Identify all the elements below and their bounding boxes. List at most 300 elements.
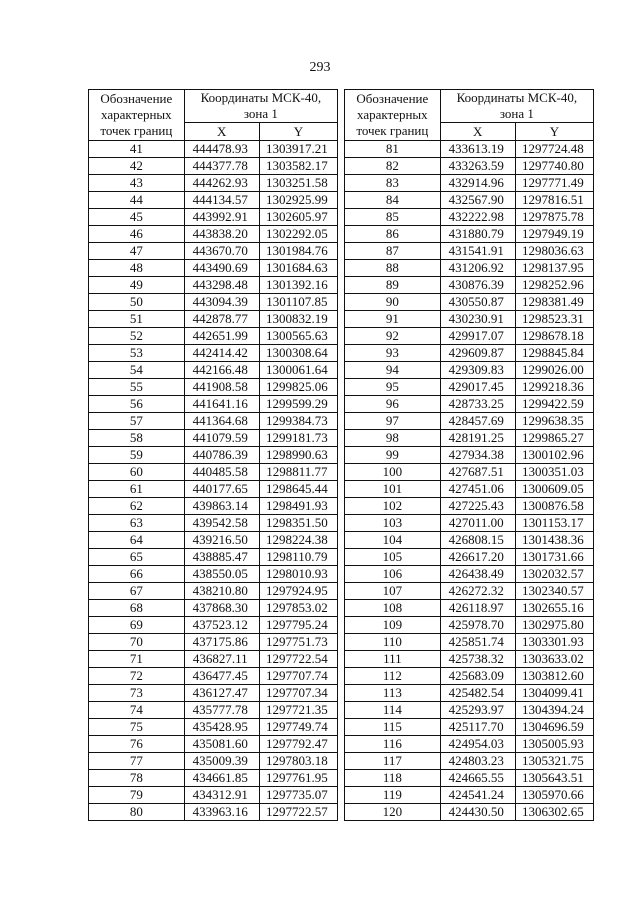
y-coordinate-cell: 1303917.21 [259,141,337,158]
table-row [345,226,594,243]
y-coordinate-cell: 1297722.54 [259,651,337,668]
table-row [89,192,338,209]
point-number-cell: 89 [345,277,441,294]
table-row [89,651,338,668]
y-coordinate-cell: 1301153.17 [515,515,593,532]
y-coordinate-cell: 1300565.63 [259,328,337,345]
point-number-cell: 75 [89,719,185,736]
x-coordinate-cell: 436827.11 [184,651,259,668]
point-number-cell: 93 [345,345,441,362]
x-coordinate-cell: 427934.38 [440,447,515,464]
table-row [89,566,338,583]
point-number-cell: 88 [345,260,441,277]
table-row [345,141,594,158]
table-row [89,260,338,277]
point-number-cell: 87 [345,243,441,260]
y-coordinate-cell: 1297735.07 [259,787,337,804]
y-coordinate-cell: 1302032.57 [515,566,593,583]
y-coordinate-cell: 1297707.74 [259,668,337,685]
y-coordinate-cell: 1299825.06 [259,379,337,396]
x-coordinate-cell: 435081.60 [184,736,259,753]
y-coordinate-cell: 1302340.57 [515,583,593,600]
coordinates-header-zone: зона 1 [243,106,278,121]
y-coordinate-cell: 1304394.24 [515,702,593,719]
designation-header [89,90,185,141]
x-coordinate-cell: 433963.16 [184,804,259,821]
table-row [89,600,338,617]
table-row [89,532,338,549]
x-coordinate-cell: 442166.48 [184,362,259,379]
point-number-cell: 95 [345,379,441,396]
point-number-cell: 103 [345,515,441,532]
table-row [345,396,594,413]
x-coordinate-cell: 443838.20 [184,226,259,243]
point-number-cell: 51 [89,311,185,328]
point-number-cell: 110 [345,634,441,651]
x-coordinate-cell: 443992.91 [184,209,259,226]
point-number-cell: 79 [89,787,185,804]
y-coordinate-cell: 1305970.66 [515,787,593,804]
y-coordinate-cell: 1301438.36 [515,532,593,549]
y-coordinate-cell: 1304696.59 [515,719,593,736]
y-coordinate-cell: 1298252.96 [515,277,593,294]
x-coordinate-cell: 426272.32 [440,583,515,600]
designation-header-line: характерных [357,107,428,122]
y-coordinate-cell: 1297721.35 [259,702,337,719]
point-number-cell: 41 [89,141,185,158]
point-number-cell: 81 [345,141,441,158]
x-coordinate-cell: 436127.47 [184,685,259,702]
table-row [89,702,338,719]
point-number-cell: 118 [345,770,441,787]
point-number-cell: 45 [89,209,185,226]
x-coordinate-cell: 438550.05 [184,566,259,583]
x-coordinate-cell: 441364.68 [184,413,259,430]
x-coordinate-cell: 427451.06 [440,481,515,498]
point-number-cell: 99 [345,447,441,464]
table-row [89,498,338,515]
point-number-cell: 94 [345,362,441,379]
x-coordinate-cell: 426438.49 [440,566,515,583]
point-number-cell: 46 [89,226,185,243]
x-coordinate-cell: 444262.93 [184,175,259,192]
y-coordinate-cell: 1300308.64 [259,345,337,362]
point-number-cell: 49 [89,277,185,294]
y-coordinate-cell: 1303301.93 [515,634,593,651]
x-coordinate-cell: 432567.90 [440,192,515,209]
point-number-cell: 113 [345,685,441,702]
y-coordinate-cell: 1297749.74 [259,719,337,736]
table-row [89,515,338,532]
y-coordinate-cell: 1298523.31 [515,311,593,328]
y-coordinate-cell: 1298381.49 [515,294,593,311]
table-row [89,277,338,294]
y-coordinate-cell: 1298224.38 [259,532,337,549]
table-row [345,702,594,719]
table-row [89,175,338,192]
point-number-cell: 70 [89,634,185,651]
point-number-cell: 77 [89,753,185,770]
y-coordinate-cell: 1300061.64 [259,362,337,379]
table-row [345,532,594,549]
point-number-cell: 64 [89,532,185,549]
x-coordinate-cell: 440177.65 [184,481,259,498]
table-row [345,362,594,379]
point-number-cell: 115 [345,719,441,736]
x-coordinate-cell: 435009.39 [184,753,259,770]
x-coordinate-cell: 431541.91 [440,243,515,260]
y-coordinate-cell: 1302925.99 [259,192,337,209]
point-number-cell: 98 [345,430,441,447]
y-coordinate-cell: 1298036.63 [515,243,593,260]
point-number-cell: 116 [345,736,441,753]
y-coordinate-cell: 1297803.18 [259,753,337,770]
point-number-cell: 91 [345,311,441,328]
y-coordinate-cell: 1298110.79 [259,549,337,566]
table-row [345,583,594,600]
x-coordinate-cell: 438885.47 [184,549,259,566]
x-coordinate-cell: 441079.59 [184,430,259,447]
table-row [345,753,594,770]
y-coordinate-cell: 1298137.95 [515,260,593,277]
x-coordinate-cell: 440485.58 [184,464,259,481]
y-column-header: Y [515,123,593,141]
x-coordinate-cell: 429609.87 [440,345,515,362]
x-coordinate-cell: 430876.39 [440,277,515,294]
point-number-cell: 101 [345,481,441,498]
x-coordinate-cell: 429309.83 [440,362,515,379]
table-row [345,736,594,753]
x-coordinate-cell: 441908.58 [184,379,259,396]
page-number: 293 [309,60,331,75]
y-coordinate-cell: 1305643.51 [515,770,593,787]
point-number-cell: 78 [89,770,185,787]
y-coordinate-cell: 1297853.02 [259,600,337,617]
y-coordinate-cell: 1297795.24 [259,617,337,634]
table-row [345,481,594,498]
y-coordinate-cell: 1300832.19 [259,311,337,328]
point-number-cell: 44 [89,192,185,209]
x-coordinate-cell: 430230.91 [440,311,515,328]
point-number-cell: 90 [345,294,441,311]
table-row [345,651,594,668]
table-row [89,753,338,770]
x-coordinate-cell: 439863.14 [184,498,259,515]
coordinates-header [184,90,337,123]
x-coordinate-cell: 425978.70 [440,617,515,634]
y-coordinate-cell: 1306302.65 [515,804,593,821]
x-coordinate-cell: 443670.70 [184,243,259,260]
table-row [345,804,594,821]
table-row [89,770,338,787]
table-row [89,328,338,345]
y-coordinate-cell: 1303633.02 [515,651,593,668]
point-number-cell: 112 [345,668,441,685]
designation-header-line: характерных [101,107,172,122]
point-number-cell: 61 [89,481,185,498]
x-coordinate-cell: 425851.74 [440,634,515,651]
point-number-cell: 72 [89,668,185,685]
point-number-cell: 104 [345,532,441,549]
x-coordinate-cell: 429917.07 [440,328,515,345]
point-number-cell: 114 [345,702,441,719]
y-coordinate-cell: 1297771.49 [515,175,593,192]
table-row [89,668,338,685]
table-row [89,617,338,634]
coordinates-header-line: Координаты МСК-40, [456,90,578,105]
coordinates-header-zone: зона 1 [499,106,534,121]
point-number-cell: 47 [89,243,185,260]
y-coordinate-cell: 1301731.66 [515,549,593,566]
table-row [345,464,594,481]
x-coordinate-cell: 425482.54 [440,685,515,702]
table-row [89,430,338,447]
y-coordinate-cell: 1297875.78 [515,209,593,226]
x-coordinate-cell: 433613.19 [440,141,515,158]
table-row [345,498,594,515]
table-row [345,328,594,345]
y-coordinate-cell: 1297924.95 [259,583,337,600]
x-coordinate-cell: 437175.86 [184,634,259,651]
y-coordinate-cell: 1298491.93 [259,498,337,515]
point-number-cell: 50 [89,294,185,311]
table-row [89,158,338,175]
y-coordinate-cell: 1298010.93 [259,566,337,583]
y-coordinate-cell: 1298811.77 [259,464,337,481]
table-row [345,430,594,447]
point-number-cell: 58 [89,430,185,447]
x-coordinate-cell: 426118.97 [440,600,515,617]
y-coordinate-cell: 1299422.59 [515,396,593,413]
y-coordinate-cell: 1297761.95 [259,770,337,787]
table-row [89,736,338,753]
point-number-cell: 67 [89,583,185,600]
table-row [89,345,338,362]
point-number-cell: 80 [89,804,185,821]
x-coordinate-cell: 426808.15 [440,532,515,549]
table-row [89,464,338,481]
y-coordinate-cell: 1299638.35 [515,413,593,430]
table-row [345,277,594,294]
point-number-cell: 82 [345,158,441,175]
point-number-cell: 57 [89,413,185,430]
x-coordinate-cell: 442878.77 [184,311,259,328]
designation-header-line: точек границ [356,123,429,138]
y-coordinate-cell: 1302605.97 [259,209,337,226]
coordinates-table-right [344,89,594,821]
table-row [89,481,338,498]
x-column-header: X [184,123,259,141]
x-coordinate-cell: 444478.93 [184,141,259,158]
y-coordinate-cell: 1297722.57 [259,804,337,821]
table-row [89,634,338,651]
table-row [89,719,338,736]
y-coordinate-cell: 1301392.16 [259,277,337,294]
x-coordinate-cell: 428457.69 [440,413,515,430]
y-coordinate-cell: 1297740.80 [515,158,593,175]
point-number-cell: 55 [89,379,185,396]
point-number-cell: 86 [345,226,441,243]
x-coordinate-cell: 424541.24 [440,787,515,804]
point-number-cell: 100 [345,464,441,481]
point-number-cell: 120 [345,804,441,821]
point-number-cell: 66 [89,566,185,583]
table-row [89,396,338,413]
table-row [345,685,594,702]
point-number-cell: 53 [89,345,185,362]
x-coordinate-cell: 424665.55 [440,770,515,787]
y-coordinate-cell: 1299181.73 [259,430,337,447]
y-coordinate-cell: 1298645.44 [259,481,337,498]
point-number-cell: 119 [345,787,441,804]
x-coordinate-cell: 437523.12 [184,617,259,634]
x-coordinate-cell: 429017.45 [440,379,515,396]
table-row [345,634,594,651]
point-number-cell: 59 [89,447,185,464]
y-coordinate-cell: 1304099.41 [515,685,593,702]
x-coordinate-cell: 428191.25 [440,430,515,447]
table-row [89,787,338,804]
x-coordinate-cell: 435428.95 [184,719,259,736]
point-number-cell: 54 [89,362,185,379]
y-coordinate-cell: 1297751.73 [259,634,337,651]
x-column-header: X [440,123,515,141]
table-row [89,447,338,464]
table-row [345,345,594,362]
point-number-cell: 111 [345,651,441,668]
table-row [345,175,594,192]
y-coordinate-cell: 1302975.80 [515,617,593,634]
table-row [345,719,594,736]
x-coordinate-cell: 436477.45 [184,668,259,685]
y-coordinate-cell: 1301107.85 [259,294,337,311]
table-row [345,294,594,311]
table-row [89,362,338,379]
x-coordinate-cell: 439542.58 [184,515,259,532]
coordinates-header [440,90,593,123]
x-coordinate-cell: 435777.78 [184,702,259,719]
y-coordinate-cell: 1297792.47 [259,736,337,753]
table-row [345,600,594,617]
table-row [345,260,594,277]
y-coordinate-cell: 1305005.93 [515,736,593,753]
y-coordinate-cell: 1302655.16 [515,600,593,617]
x-coordinate-cell: 424430.50 [440,804,515,821]
table-row [345,192,594,209]
designation-header-line: Обозначение [100,91,173,106]
x-coordinate-cell: 426617.20 [440,549,515,566]
designation-header [345,90,441,141]
y-coordinate-cell: 1300609.05 [515,481,593,498]
point-number-cell: 62 [89,498,185,515]
designation-header-line: Обозначение [356,91,429,106]
table-row [89,294,338,311]
table-row [345,515,594,532]
y-coordinate-cell: 1302292.05 [259,226,337,243]
table-row [345,209,594,226]
designation-header-line: точек границ [100,123,173,138]
x-coordinate-cell: 444377.78 [184,158,259,175]
table-row [345,311,594,328]
x-coordinate-cell: 425738.32 [440,651,515,668]
x-coordinate-cell: 425293.97 [440,702,515,719]
point-number-cell: 43 [89,175,185,192]
y-coordinate-cell: 1300102.96 [515,447,593,464]
x-coordinate-cell: 428733.25 [440,396,515,413]
table-row [89,413,338,430]
table-row [89,311,338,328]
table-row [345,668,594,685]
point-number-cell: 92 [345,328,441,345]
x-coordinate-cell: 434312.91 [184,787,259,804]
y-coordinate-cell: 1299026.00 [515,362,593,379]
x-coordinate-cell: 437868.30 [184,600,259,617]
point-number-cell: 63 [89,515,185,532]
x-coordinate-cell: 427225.43 [440,498,515,515]
point-number-cell: 108 [345,600,441,617]
coordinates-header-line: Координаты МСК-40, [200,90,322,105]
y-coordinate-cell: 1297949.19 [515,226,593,243]
y-coordinate-cell: 1298990.63 [259,447,337,464]
point-number-cell: 71 [89,651,185,668]
x-coordinate-cell: 442651.99 [184,328,259,345]
x-coordinate-cell: 425117.70 [440,719,515,736]
y-coordinate-cell: 1303251.58 [259,175,337,192]
point-number-cell: 109 [345,617,441,634]
point-number-cell: 106 [345,566,441,583]
point-number-cell: 60 [89,464,185,481]
x-coordinate-cell: 439216.50 [184,532,259,549]
x-coordinate-cell: 425683.09 [440,668,515,685]
point-number-cell: 73 [89,685,185,702]
y-coordinate-cell: 1298845.84 [515,345,593,362]
table-row [89,379,338,396]
x-coordinate-cell: 441641.16 [184,396,259,413]
y-coordinate-cell: 1297816.51 [515,192,593,209]
y-coordinate-cell: 1299218.36 [515,379,593,396]
y-coordinate-cell: 1299865.27 [515,430,593,447]
point-number-cell: 97 [345,413,441,430]
x-coordinate-cell: 434661.85 [184,770,259,787]
table-row [89,243,338,260]
y-coordinate-cell: 1301684.63 [259,260,337,277]
point-number-cell: 48 [89,260,185,277]
y-column-header: Y [259,123,337,141]
x-coordinate-cell: 432914.96 [440,175,515,192]
x-coordinate-cell: 443094.39 [184,294,259,311]
x-coordinate-cell: 431206.92 [440,260,515,277]
x-coordinate-cell: 440786.39 [184,447,259,464]
point-number-cell: 105 [345,549,441,566]
x-coordinate-cell: 443490.69 [184,260,259,277]
table-row [345,379,594,396]
x-coordinate-cell: 444134.57 [184,192,259,209]
table-row [89,226,338,243]
table-row [89,209,338,226]
table-row [345,243,594,260]
point-number-cell: 107 [345,583,441,600]
y-coordinate-cell: 1297707.34 [259,685,337,702]
y-coordinate-cell: 1300351.03 [515,464,593,481]
table-row [89,583,338,600]
y-coordinate-cell: 1299384.73 [259,413,337,430]
point-number-cell: 42 [89,158,185,175]
table-row [345,549,594,566]
table-row [89,549,338,566]
x-coordinate-cell: 424803.23 [440,753,515,770]
y-coordinate-cell: 1301984.76 [259,243,337,260]
x-coordinate-cell: 427687.51 [440,464,515,481]
